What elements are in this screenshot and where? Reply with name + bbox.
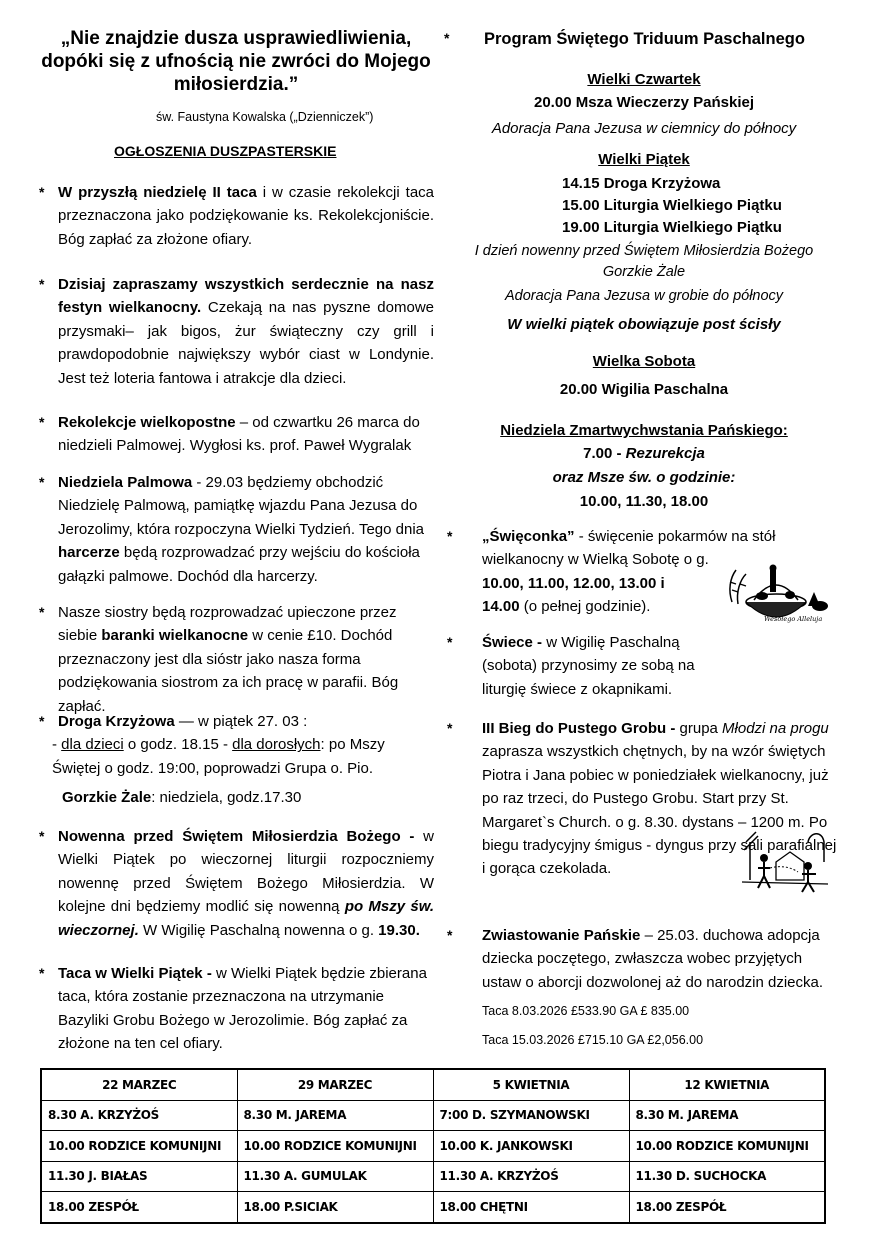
table-cell: 18.00 CHĘTNI <box>433 1192 629 1223</box>
announcement-2: * Dzisiaj zapraszamy wszystkich serdecznie na nasz festyn wielkanocny. Czekają na nas pyszne domowe przysmaki– jak bigos, żur świąteczny czy grill i prawdopodobnie największy wybór ciast w Londynie. Jest też loteria fantowa i atrakcje dla dzieci. <box>36 273 434 390</box>
quote-author: św. Faustyna Kowalska („Dzienniczek”) <box>156 110 374 124</box>
table-cell: 18.00 P.SICIAK <box>237 1192 433 1223</box>
sunday-mass-times: 10.00, 11.30, 18.00 <box>579 493 709 510</box>
table-cell: 18.00 ZESPÓŁ <box>41 1192 237 1223</box>
announcements-heading: OGŁOSZENIA DUSZPASTERSKIE <box>114 143 337 159</box>
friday-novena: I dzień nowenny przed Świętem Miłosierdzia Bożego <box>474 243 814 259</box>
table-header-row <box>41 1069 825 1100</box>
announcement-1: * W przyszłą niedzielę II taca i w czasie rekolekcji taca przeznaczona jako podziękowanie ks. Rekolekcjoniście. Bóg zapłać za złożone ofiary. <box>36 181 434 251</box>
table-cell: 11.30 A. KRZYŻOŚ <box>433 1161 629 1192</box>
asterisk-icon: * <box>447 528 453 544</box>
asterisk-icon: * <box>39 965 45 981</box>
table-header: 5 KWIETNIA <box>433 1069 629 1100</box>
swieconka-item: * „Święconka” - święcenie pokarmów na stół wielkanocny w Wielką Sobotę o g. 10.00, 11.00, 12.00, 13.00 i 14.00 (o pełnej godzinie). <box>444 525 840 619</box>
table-row <box>41 1192 825 1223</box>
asterisk-icon: * <box>39 828 45 844</box>
table-cell: 8.30 A. KRZYŻOŚ <box>41 1100 237 1131</box>
run-to-tomb-item: * III Bieg do Pustego Grobu - grupa Młodzi na progu zaprasza wszystkich chętnych, by na wzór świętych Piotra i Jana pobiec w poniedziałek wielkanocny, już po raz trzeci, do Pustego Grobu. Start przy St. Margaret`s Church. o g. 8.30. dystans – 1200 m. Po biegu tradycyjny śmigus - dyngus przy sali parafialnej i gorąca czekolada. <box>444 717 840 881</box>
thursday-mass: 20.00 Msza Wieczerzy Pańskiej <box>534 94 754 111</box>
table-row <box>41 1131 825 1162</box>
smigus-dyngus-illustration <box>736 822 834 898</box>
table-cell: 7:00 D. SZYMANOWSKI <box>433 1100 629 1131</box>
asterisk-icon: * <box>39 713 45 729</box>
asterisk-icon: * <box>39 414 45 430</box>
friday-liturgy-19: 19.00 Liturgia Wielkiego Piątku <box>562 219 782 236</box>
table-cell: 10.00 RODZICE KOMUNIJNI <box>237 1131 433 1162</box>
sunday-heading: Niedziela Zmartwychwstania Pańskiego: <box>500 422 788 439</box>
friday-adoration: Adoracja Pana Jezusa w grobie do północy <box>504 288 784 304</box>
saturday-heading: Wielka Sobota <box>592 353 696 370</box>
mass-schedule-table <box>40 1068 826 1224</box>
friday-fasting: W wielki piątek obowiązuje post ścisły <box>507 316 781 333</box>
asterisk-icon: * <box>39 474 45 490</box>
table-header: 22 MARZEC <box>41 1069 237 1100</box>
table-cell: 10.00 RODZICE KOMUNIJNI <box>629 1131 825 1162</box>
offering-line-1: Taca 8.03.2026 £533.90 GA £ 835.00 <box>482 1004 690 1018</box>
basket-caption: Wesołego Alleluja <box>764 615 823 623</box>
asterisk-icon: * <box>447 720 453 736</box>
announcement-4: * Niedziela Palmowa - 29.03 będziemy obchodzić Niedzielę Palmową, pamiątkę wjazdu Pana Jezusa do Jerozolimy, która rozpoczyna Wielki Tydzień. Tego dnia harcerze będą rozprowadzać przy wejściu do kościoła gałązki palmowe. Dochód dla harcerzy. <box>36 471 434 588</box>
triduum-title: Program Świętego Triduum Paschalnego <box>484 30 805 48</box>
table-header: 12 KWIETNIA <box>629 1069 825 1100</box>
thursday-heading: Wielki Czwartek <box>587 71 701 88</box>
asterisk-icon: * <box>447 634 453 650</box>
announcement-8: * Taca w Wielki Piątek - w Wielki Piątek będzie zbierana taca, która zostanie przeznaczona na utrzymanie Bazyliki Grobu Bożego w Jerozolimie. Bóg zapłać za złożone na ten cel ofiary. <box>36 962 434 1056</box>
asterisk-icon: * <box>39 604 45 620</box>
asterisk-icon: * <box>39 184 45 200</box>
friday-liturgy-15: 15.00 Liturgia Wielkiego Piątku <box>562 197 782 214</box>
announcement-5: * Nasze siostry będą rozprowadzać upieczone przez siebie baranki wielkanocne w cenie £10. Dochód przeznaczony jest dla sióstr jako nasza forma podziękowania siostrom za ich pracę w parafii. Bóg zapłać. <box>36 601 434 718</box>
table-row <box>41 1161 825 1192</box>
table-header: 29 MARZEC <box>237 1069 433 1100</box>
asterisk-icon: * <box>39 276 45 292</box>
table-cell: 8.30 M. JAREMA <box>629 1100 825 1131</box>
table-cell: 10.00 K. JANKOWSKI <box>433 1131 629 1162</box>
friday-heading: Wielki Piątek <box>598 151 690 168</box>
asterisk-icon: * <box>444 30 450 46</box>
offering-line-2: Taca 15.03.2026 £715.10 GA £2,056.00 <box>482 1033 704 1047</box>
table-cell: 18.00 ZESPÓŁ <box>629 1192 825 1223</box>
table-cell: 10.00 RODZICE KOMUNIJNI <box>41 1131 237 1162</box>
announcement-7: * Nowenna przed Świętem Miłosierdzia Bożego - w Wielki Piątek po wieczornej liturgii rozpoczniemy nowennę przed Świętem Bożego Miłosierdzia. W kolejne dni będziemy modlić się nowenną po Mszy św. wieczornej. W Wigilię Paschalną nowenna o g. 19.30. <box>36 825 434 942</box>
candles-item: * Świece - w Wigilię Paschalną (sobota) przynosimy ze sobą na liturgię świece z okapnikami. <box>444 631 840 701</box>
friday-gorzkie-zale: Gorzkie Żale <box>602 264 686 280</box>
table-cell: 11.30 J. BIAŁAS <box>41 1161 237 1192</box>
table-cell: 11.30 D. SUCHOCKA <box>629 1161 825 1192</box>
sunday-masses-intro: oraz Msze św. o godzinie: <box>552 469 736 486</box>
announcement-6: * Droga Krzyżowa — w piątek 27. 03 : - dla dzieci o godz. 18.15 - dla dorosłych: po Mszy Świętej o godz. 19:00, poprowadzi Grupa o. Pio. Gorzkie Żale: niedziela, godz.17.30 <box>36 710 434 810</box>
table-cell: 11.30 A. GUMULAK <box>237 1161 433 1192</box>
saturday-vigil: 20.00 Wigilia Paschalna <box>559 381 729 398</box>
annunciation-item: * Zwiastowanie Pańskie – 25.03. duchowa adopcja dziecka poczętego, zwłaszcza wobec przyjętych ustaw o aborcji dozwolonej aż do narodzin dziecka. <box>444 924 840 994</box>
quote-text: „Nie znajdzie dusza usprawiedliwienia, dopóki się z ufnością nie zwróci do Mojego miłosierdzia.” <box>41 28 431 95</box>
friday-way-of-cross: 14.15 Droga Krzyżowa <box>562 175 721 192</box>
table-cell: 8.30 M. JAREMA <box>237 1100 433 1131</box>
asterisk-icon: * <box>447 927 453 943</box>
announcement-3: * Rekolekcje wielkopostne – od czwartku 26 marca do niedzieli Palmowej. Wygłosi ks. prof. Paweł Wygralak <box>36 411 434 458</box>
table-row <box>41 1100 825 1131</box>
thursday-adoration: Adoracja Pana Jezusa w ciemnicy do północy <box>491 120 797 137</box>
easter-basket-illustration <box>724 562 832 624</box>
